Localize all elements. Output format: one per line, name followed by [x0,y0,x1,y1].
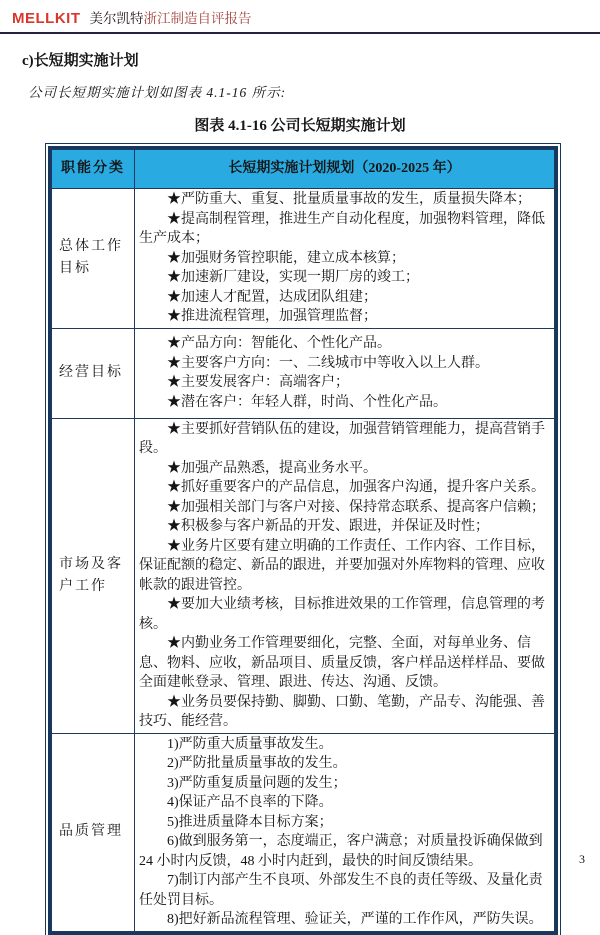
header-cell-category: 职能分类 [52,150,135,189]
plan-item: ★加强产品熟悉，提高业务水平。 [167,460,377,476]
content-cell [135,418,555,733]
category-cell: 品质管理 [52,733,135,931]
plan-item: ★加速人才配置，达成团队组建； [167,289,377,305]
plan-item: ★要加大业绩考核，目标推进效果的工作管理，信息管理的考核。 [139,597,545,632]
plan-item: ★产品方向：智能化、个性化产品。 [167,336,391,351]
plan-item: 1)严防重大质量事故发生。 [167,736,333,752]
content-cell [135,733,555,931]
plan-item: ★潜在客户：年轻人群，时尚、个性化产品。 [167,394,447,410]
plan-item: ★推进流程管理，加强管理监督； [167,309,377,324]
document-title: 浙江制造自评报告 [143,11,252,26]
plan-item: ★加强财务管控职能，建立成本核算； [167,250,405,266]
content-cell [135,328,555,418]
content-cell [135,189,555,329]
plan-item: 3)严防重复质量问题的发生； [167,775,347,791]
intro-paragraph: 公司长短期实施计划如图表 4.1-16 所示: [28,85,287,100]
category-cell: 总体工作目标 [52,189,135,329]
plan-item: 5)推进质量降本目标方案； [167,814,333,830]
plan-item: ★内勤业务工作管理要细化，完整、全面，对每单业务、信息、物料、应收，新品项目、质量反馈，客户样品送样样品、要做全面建帐登录、管理、跟进、传达、沟通、反馈。 [139,636,545,690]
table-row-quality-management [52,733,555,931]
plan-item: 2)严防批量质量事故的发生。 [167,756,347,771]
page-number: 3 [579,852,585,866]
plan-item: ★加强相关部门与客户对接、保持常态联系、提高客户信赖； [167,499,545,515]
plan-item: ★主要客户方向：一、二线城市中等收入以上人群。 [167,355,489,371]
plan-item: ★业务片区要有建立明确的工作责任、工作内容、工作目标，保证配额的稳定、新品的跟进，并要加强对外库物料的管理、应收帐款的跟进管控。 [139,538,545,593]
brand-chinese-name: 美尔凯特 [89,11,144,26]
table-row-business-goals [52,328,555,418]
plan-item: ★抓好重要客户的产品信息，加强客户沟通，提升客户关系。 [167,480,545,495]
header-cell-plan: 长短期实施计划规划（2020-2025 年） [135,150,555,189]
table-header-row [52,150,555,189]
plan-item: ★主要发展客户：高端客户； [167,375,349,390]
table-row-market-customer [52,418,555,733]
plan-item: ★主要抓好营销队伍的建设，加强营销管理能力，提高营销手段。 [139,421,545,456]
category-cell: 经营目标 [52,328,135,418]
section-heading: c)长短期实施计划 [22,53,139,69]
plan-item: 4)保证产品不良率的下降。 [167,795,333,810]
figure-title: 图表 4.1-16 公司长短期实施计划 [194,118,406,134]
plan-item: ★加速新厂建设，实现一期厂房的竣工； [167,270,419,285]
plan-item: 7)制订内部产生不良项、外部发生不良的责任等级、及量化责任处罚目标。 [139,873,543,908]
page-header [0,0,600,34]
plan-table-wrapper [48,146,558,935]
plan-item: 8)把好新品流程管理、验证关，严谨的工作作风，严防失误。 [167,912,543,927]
plan-table [51,149,555,932]
table-row-overall-goals [52,189,555,329]
plan-item: ★提高制程管理，推进生产自动化程度，加强物料管理，降低生产成本； [139,211,545,246]
category-cell: 市场及客户工作 [52,418,135,733]
plan-item: ★积极参与客户新品的开发、跟进，并保证及时性； [167,519,489,534]
plan-item: ★业务员要保持勤、脚勤、口勤、笔勤，产品专、沟能强、善技巧、能经营。 [139,694,545,729]
brand-logo-text: MELLKIT [12,10,81,27]
plan-item: 6)做到服务第一，态度端正，客户满意；对质量投诉确保做到 24 小时内反馈，48 小时内赶到，最快的时间反馈结果。 [139,834,543,869]
plan-item: ★严防重大、重复、批量质量事故的发生，质量损失降本； [167,192,531,207]
